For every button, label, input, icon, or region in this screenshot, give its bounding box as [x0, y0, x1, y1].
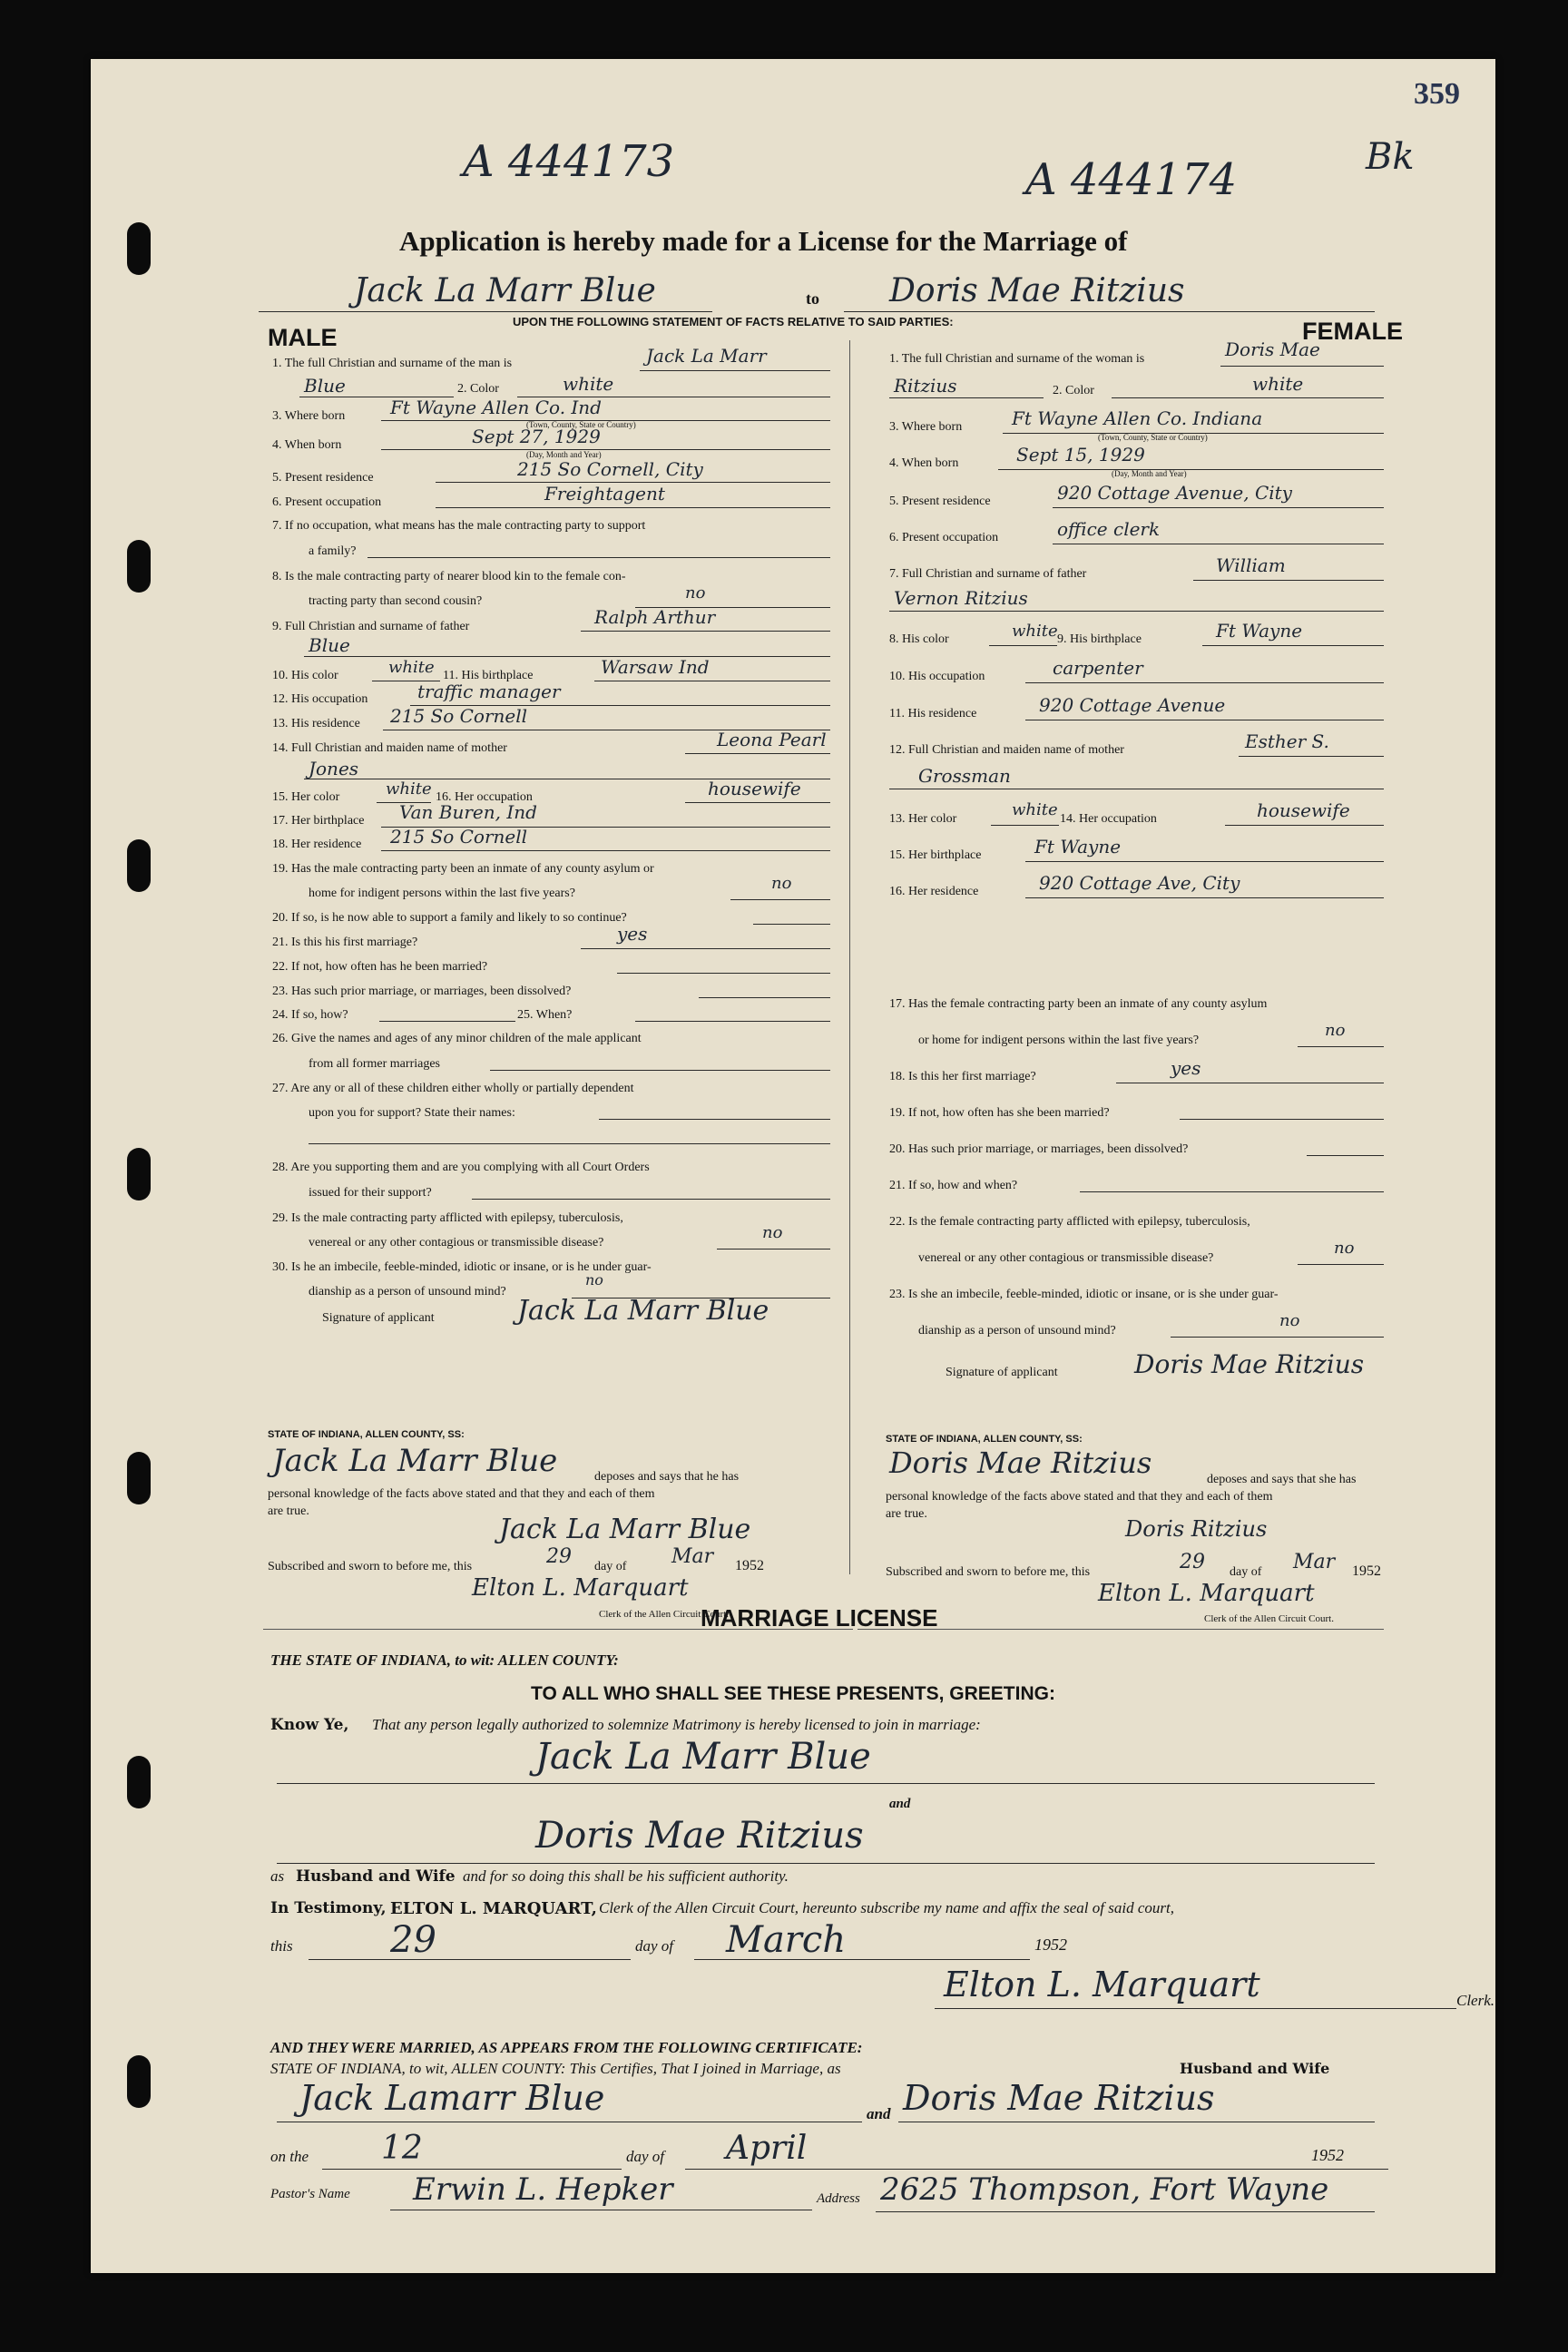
male-signature: Jack La Marr Blue — [517, 1295, 769, 1327]
female-a10: carpenter — [1053, 657, 1143, 679]
male-heading: MALE — [268, 324, 338, 351]
bride-name: Doris Mae Ritzius — [889, 272, 1185, 309]
female-a16: 920 Cottage Ave, City — [1039, 872, 1240, 894]
female-affidavit-name: Doris Mae Ritzius — [889, 1446, 1152, 1480]
document-page — [91, 59, 1495, 2273]
initials: Bk — [1366, 136, 1415, 178]
female-q21: 21. If so, how and when? — [889, 1179, 1018, 1192]
certificate-day: 12 — [381, 2130, 423, 2167]
binder-hole — [127, 222, 151, 275]
female-affidavit-text2: personal knowledge of the facts above stated and that they and each of them — [886, 1490, 1273, 1504]
female-q18: 18. Is this her first marriage? — [889, 1070, 1036, 1083]
female-a17: no — [1325, 1021, 1346, 1040]
license-bride: Doris Mae Ritzius — [535, 1815, 864, 1857]
male-a21: yes — [617, 923, 648, 945]
license-clerk-word: Clerk. — [1456, 1992, 1495, 2009]
female-q4: 4. When born — [889, 456, 959, 470]
female-q5: 5. Present residence — [889, 495, 991, 508]
address-label: Address — [817, 2191, 860, 2206]
male-a12: traffic manager — [417, 681, 561, 702]
male-affidavit-name: Jack La Marr Blue — [272, 1443, 558, 1479]
male-affidavit-signature: Jack La Marr Blue — [499, 1514, 751, 1545]
female-a7: William — [1216, 554, 1286, 576]
female-a5: 920 Cottage Avenue, City — [1057, 482, 1292, 504]
certificate-husband-wife: Husband and Wife — [1180, 2060, 1330, 2077]
female-q17: 17. Has the female contracting party been an inmate of any county asylum — [889, 997, 1268, 1011]
female-sworn-year: 1952 — [1352, 1563, 1381, 1579]
female-a23: no — [1279, 1311, 1300, 1330]
male-sworn-dayof: day of — [594, 1560, 627, 1573]
female-sworn-day: 29 — [1180, 1551, 1205, 1573]
female-clerk-signature: Elton L. Marquart — [1098, 1580, 1315, 1607]
male-sworn-year: 1952 — [735, 1558, 764, 1573]
male-a13: 215 So Cornell — [390, 705, 528, 727]
female-a12: Esther S. — [1245, 730, 1329, 752]
male-cap3: (Town, County, State or Country) — [526, 420, 636, 429]
female-a6: office clerk — [1057, 518, 1161, 540]
male-affidavit-text1: deposes and says that he has — [594, 1470, 740, 1484]
female-q3: 3. Where born — [889, 420, 963, 434]
female-q9: 9. His birthplace — [1057, 632, 1142, 646]
license-testimony: In Testimony, — [270, 1899, 387, 1917]
license-state-line: THE STATE OF INDIANA, to wit: ALLEN COUNTY: — [270, 1651, 619, 1669]
male-q7: 7. If no occupation, what means has the male contracting party to support — [272, 519, 646, 533]
certificate-dayof: day of — [626, 2148, 665, 2165]
certificate-on-the: on the — [270, 2148, 309, 2165]
female-q12: 12. Full Christian and maiden name of mother — [889, 743, 1124, 757]
license-greeting: TO ALL WHO SHALL SEE THESE PRESENTS, GREETING: — [531, 1683, 1055, 1704]
male-a16: housewife — [708, 778, 801, 799]
record-number-right: A 444174 — [1025, 154, 1238, 205]
male-a2: white — [563, 373, 614, 395]
to-label: to — [806, 289, 819, 308]
female-a12b: Grossman — [918, 765, 1011, 787]
male-affidavit-state: STATE OF INDIANA, ALLEN COUNTY, SS: — [268, 1429, 465, 1440]
certificate-year: 1952 — [1311, 2146, 1344, 2164]
male-a9b: Blue — [309, 634, 350, 656]
binder-hole — [127, 540, 151, 593]
license-and: and — [889, 1797, 911, 1811]
female-sworn-label: Subscribed and sworn to before me, this — [886, 1565, 1091, 1579]
license-as: as — [270, 1867, 285, 1885]
female-q11: 11. His residence — [889, 707, 977, 720]
subtitle: UPON THE FOLLOWING STATEMENT OF FACTS RELATIVE TO SAID PARTIES: — [513, 315, 954, 328]
male-q20: 20. If so, is he now able to support a family and likely to so continue? — [272, 911, 627, 925]
binder-hole — [127, 2055, 151, 2108]
female-clerk-label: Clerk of the Allen Circuit Court. — [1204, 1613, 1334, 1624]
license-husband-wife: Husband and Wife — [296, 1867, 456, 1886]
male-q9: 9. Full Christian and surname of father — [272, 620, 470, 633]
male-q8: 8. Is the male contracting party of nearer blood kin to the female con- — [272, 570, 626, 583]
license-as-text: and for so doing this shall be his sufficient authority. — [463, 1867, 789, 1885]
binder-hole — [127, 1148, 151, 1200]
female-a18: yes — [1171, 1057, 1201, 1079]
female-q6: 6. Present occupation — [889, 531, 999, 544]
female-q13: 13. Her color — [889, 812, 957, 826]
license-dayof: day of — [635, 1937, 674, 1955]
male-a29: no — [762, 1223, 783, 1242]
license-year: 1952 — [1034, 1936, 1067, 1954]
female-a4: Sept 15, 1929 — [1016, 444, 1145, 466]
binder-hole — [127, 1756, 151, 1808]
female-affidavit-text3: are true. — [886, 1507, 927, 1521]
female-affidavit-signature: Doris Ritzius — [1125, 1516, 1268, 1542]
male-a10: white — [388, 658, 435, 677]
male-q30b: dianship as a person of unsound mind? — [309, 1285, 506, 1298]
female-cap3: (Town, County, State or Country) — [1098, 433, 1208, 442]
female-q22b: venereal or any other contagious or transmissible disease? — [918, 1251, 1214, 1265]
pastor-address: 2625 Thompson, Fort Wayne — [880, 2171, 1329, 2208]
female-a8: white — [1012, 622, 1058, 641]
license-day: 29 — [390, 1919, 436, 1961]
female-q15: 15. Her birthplace — [889, 848, 982, 862]
female-q10: 10. His occupation — [889, 670, 985, 683]
certificate-groom: Jack Lamarr Blue — [299, 2078, 605, 2118]
male-q5: 5. Present residence — [272, 471, 374, 485]
female-q20: 20. Has such prior marriage, or marriages, been dissolved? — [889, 1142, 1189, 1156]
male-sworn-month: Mar — [671, 1545, 714, 1568]
female-q19: 19. If not, how often has she been married? — [889, 1106, 1110, 1120]
male-clerk-label: Clerk of the Allen Circuit Court. — [599, 1609, 729, 1620]
female-sworn-dayof: day of — [1230, 1565, 1262, 1579]
male-q2: 2. Color — [457, 382, 499, 396]
male-q1: 1. The full Christian and surname of the man is — [272, 357, 513, 370]
female-q17b: or home for indigent persons within the last five years? — [918, 1034, 1200, 1047]
male-a9: Ralph Arthur — [594, 606, 716, 628]
male-q27b: upon you for support? State their names: — [309, 1106, 515, 1120]
license-title: MARRIAGE LICENSE — [701, 1604, 938, 1632]
male-q4: 4. When born — [272, 438, 342, 452]
male-q27: 27. Are any or all of these children either wholly or partially dependent — [272, 1082, 634, 1095]
female-signature-label: Signature of applicant — [946, 1366, 1058, 1379]
female-q7: 7. Full Christian and surname of father — [889, 567, 1087, 581]
male-a1: Jack La Marr — [646, 345, 767, 367]
male-q12: 12. His occupation — [272, 692, 368, 706]
male-q24: 24. If so, how? — [272, 1008, 348, 1022]
male-a11: Warsaw Ind — [601, 656, 710, 678]
groom-name: Jack La Marr Blue — [354, 272, 656, 309]
female-a15: Ft Wayne — [1034, 836, 1122, 858]
female-q14: 14. Her occupation — [1060, 812, 1157, 826]
male-a30: no — [585, 1271, 603, 1289]
female-signature: Doris Mae Ritzius — [1134, 1349, 1365, 1379]
female-a9: Ft Wayne — [1216, 620, 1303, 642]
male-q28: 28. Are you supporting them and are you complying with all Court Orders — [272, 1161, 650, 1174]
license-know-ye: Know Ye, — [270, 1716, 349, 1734]
female-a7b: Vernon Ritzius — [894, 587, 1028, 609]
male-q3: 3. Where born — [272, 409, 346, 423]
male-q21: 21. Is this his first marriage? — [272, 936, 418, 949]
male-a1b: Blue — [304, 375, 346, 397]
male-q10: 10. His color — [272, 669, 338, 682]
license-clerk-name: ELTON L. MARQUART, — [390, 1899, 597, 1918]
male-a4: Sept 27, 1929 — [472, 426, 601, 447]
male-q25: 25. When? — [517, 1008, 573, 1022]
male-q11: 11. His birthplace — [443, 669, 534, 682]
male-q16: 16. Her occupation — [436, 790, 533, 804]
male-affidavit-text2: personal knowledge of the facts above stated and that they and each of them — [268, 1487, 655, 1501]
certificate-line1: AND THEY WERE MARRIED, AS APPEARS FROM THE FOLLOWING CERTIFICATE: — [270, 2039, 863, 2056]
male-a6: Freightagent — [544, 483, 665, 505]
male-q22: 22. If not, how often has he been married? — [272, 960, 488, 974]
binder-hole — [127, 839, 151, 892]
female-a1b: Ritzius — [894, 375, 957, 397]
female-heading: FEMALE — [1302, 318, 1403, 345]
female-q16: 16. Her residence — [889, 885, 979, 898]
pastor-label: Pastor's Name — [270, 2187, 350, 2201]
male-q19: 19. Has the male contracting party been an inmate of any county asylum or — [272, 862, 654, 876]
male-a17: Van Buren, Ind — [399, 801, 537, 823]
male-a14b: Jones — [309, 758, 359, 779]
female-q2: 2. Color — [1053, 384, 1094, 397]
male-q8b: tracting party than second cousin? — [309, 594, 483, 608]
binder-hole — [127, 1452, 151, 1504]
male-a5: 215 So Cornell, City — [517, 458, 703, 480]
male-q29b: venereal or any other contagious or transmissible disease? — [309, 1236, 604, 1250]
male-a8: no — [685, 583, 706, 603]
license-this: this — [270, 1937, 293, 1955]
male-q6: 6. Present occupation — [272, 495, 382, 509]
certificate-and: and — [867, 2105, 891, 2122]
female-q1: 1. The full Christian and surname of the woman is — [889, 352, 1145, 366]
male-a19: no — [771, 874, 792, 893]
male-q13: 13. His residence — [272, 717, 360, 730]
application-title: Application is hereby made for a License for the Marriage of — [399, 225, 1128, 257]
female-q22: 22. Is the female contracting party afflicted with epilepsy, tuberculosis, — [889, 1215, 1250, 1229]
male-a14: Leona Pearl — [717, 729, 827, 750]
female-a3: Ft Wayne Allen Co. Indiana — [1012, 407, 1263, 429]
male-a3: Ft Wayne Allen Co. Ind — [390, 397, 602, 418]
male-affidavit-text3: are true. — [268, 1504, 309, 1518]
male-clerk-signature: Elton L. Marquart — [472, 1574, 689, 1602]
female-q23: 23. Is she an imbecile, feeble-minded, idiotic or insane, or is she under guar- — [889, 1288, 1279, 1301]
page-number: 359 — [1414, 77, 1460, 111]
male-q17: 17. Her birthplace — [272, 814, 365, 828]
record-number-left: A 444173 — [463, 136, 675, 187]
male-cap4: (Day, Month and Year) — [526, 450, 602, 459]
male-q7b: a family? — [309, 544, 357, 558]
female-affidavit-text1: deposes and says that she has — [1207, 1473, 1357, 1486]
male-q15: 15. Her color — [272, 790, 340, 804]
female-a22: no — [1334, 1239, 1355, 1258]
license-testimony-text: Clerk of the Allen Circuit Court, hereunto subscribe my name and affix the seal of said court, — [599, 1899, 1174, 1916]
license-clerk-signature: Elton L. Marquart — [944, 1965, 1260, 2004]
female-sworn-month: Mar — [1293, 1551, 1336, 1573]
certificate-bride: Doris Mae Ritzius — [903, 2078, 1215, 2118]
male-signature-label: Signature of applicant — [322, 1311, 435, 1325]
male-q26: 26. Give the names and ages of any minor children of the male applicant — [272, 1032, 642, 1045]
female-q8: 8. His color — [889, 632, 949, 646]
male-q30: 30. Is he an imbecile, feeble-minded, idiotic or insane, or is he under guar- — [272, 1260, 652, 1274]
certificate-month: April — [726, 2130, 808, 2167]
female-a14: housewife — [1257, 799, 1350, 821]
license-groom: Jack La Marr Blue — [535, 1736, 871, 1778]
male-a15: white — [386, 779, 432, 799]
male-a18: 215 So Cornell — [390, 826, 528, 848]
male-q23: 23. Has such prior marriage, or marriages, been dissolved? — [272, 985, 572, 998]
license-month: March — [726, 1919, 847, 1961]
male-q29: 29. Is the male contracting party afflicted with epilepsy, tuberculosis, — [272, 1211, 623, 1225]
male-sworn-day: 29 — [546, 1545, 572, 1568]
female-a1: Doris Mae — [1225, 338, 1320, 360]
male-sworn-label: Subscribed and sworn to before me, this — [268, 1560, 473, 1573]
female-cap4: (Day, Month and Year) — [1112, 469, 1187, 478]
male-q19b: home for indigent persons within the last five years? — [309, 887, 575, 900]
female-affidavit-state: STATE OF INDIANA, ALLEN COUNTY, SS: — [886, 1434, 1083, 1445]
male-q14: 14. Full Christian and maiden name of mother — [272, 741, 507, 755]
female-a13: white — [1012, 800, 1058, 819]
female-q23b: dianship as a person of unsound mind? — [918, 1324, 1116, 1338]
female-a11: 920 Cottage Avenue — [1039, 694, 1226, 716]
pastor-name: Erwin L. Hepker — [413, 2171, 673, 2208]
female-a2: white — [1252, 373, 1304, 395]
male-q18: 18. Her residence — [272, 838, 362, 851]
certificate-line2: STATE OF INDIANA, to wit, ALLEN COUNTY: This Certifies, That I joined in Marriage, as — [270, 2060, 841, 2077]
male-q26b: from all former marriages — [309, 1057, 440, 1071]
male-q28b: issued for their support? — [309, 1186, 432, 1200]
license-know-text: That any person legally authorized to solemnize Matrimony is hereby licensed to join in marriage: — [372, 1716, 981, 1733]
